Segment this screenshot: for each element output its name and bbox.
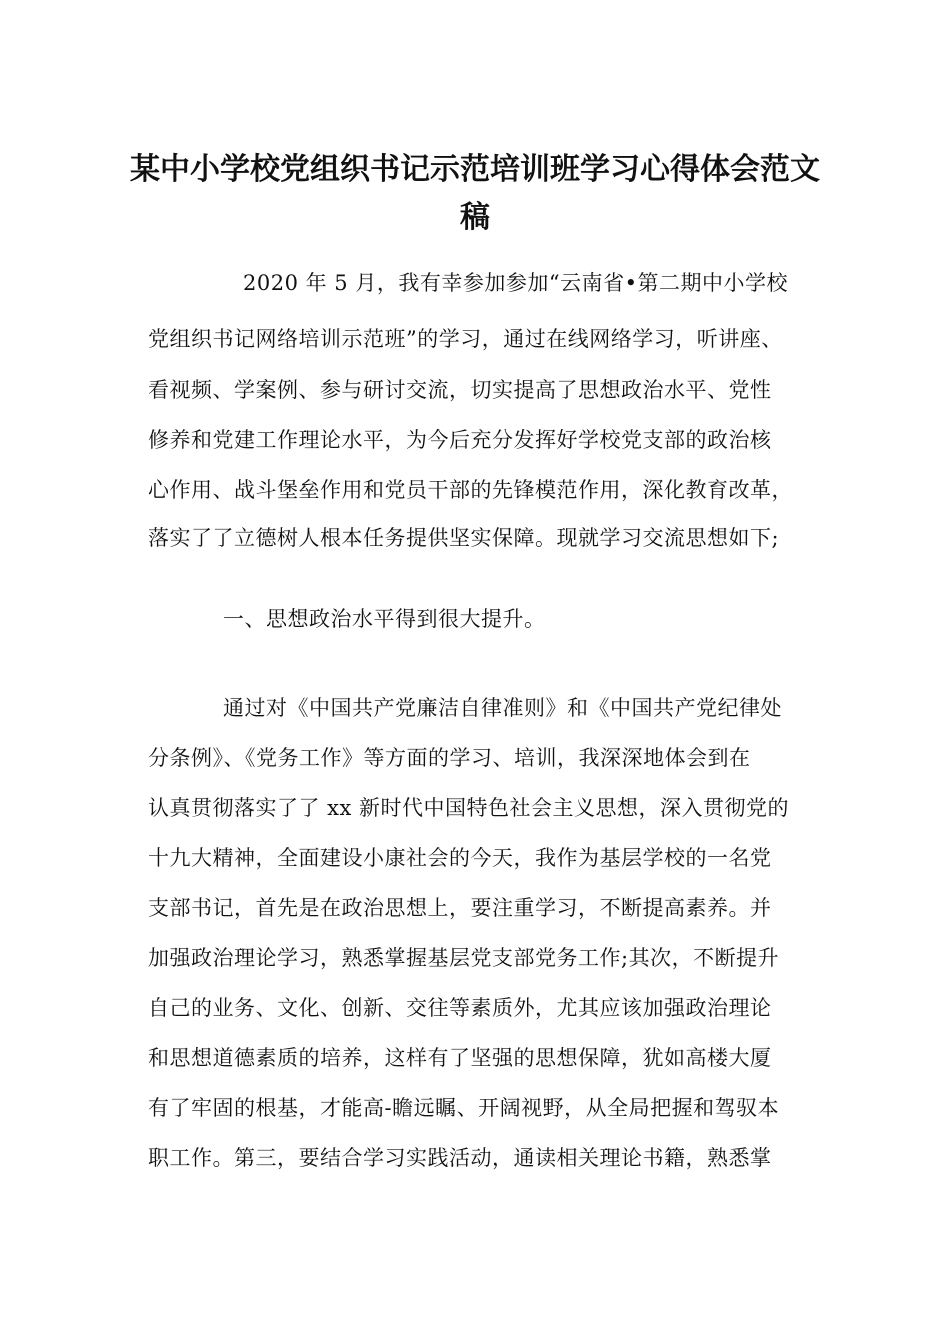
section-line-6: 加强政治理论学习，熟悉掌握基层党支部党务工作;其次，不断提升 bbox=[148, 946, 780, 970]
section-line-2: 分条例》、《党务工作》等方面的学习、培训，我深深地体会到在 bbox=[148, 746, 751, 770]
intro-line-6: 落实了了立德树人根本任务提供坚实保障。现就学习交流思想如下; bbox=[148, 526, 780, 550]
section-heading: 一、思想政治水平得到很大提升。 bbox=[223, 607, 546, 631]
section-line-1: 通过对《中国共产党廉洁自律准则》和《中国共产党纪律处 bbox=[223, 696, 782, 720]
intro-line-4: 修养和党建工作理论水平，为今后充分发挥好学校党支部的政治核 bbox=[148, 428, 772, 452]
intro-line-1: 2020 年 5 月，我有幸参加参加“云南省•第二期中小学校 bbox=[243, 271, 788, 295]
intro-line-5: 心作用、战斗堡垒作用和党员干部的先锋模范作用，深化教育改革， bbox=[148, 478, 793, 502]
section-line-4: 十九大精神，全面建设小康社会的今天，我作为基层学校的一名党 bbox=[148, 846, 772, 870]
section-line-5: 支部书记，首先是在政治思想上，要注重学习，不断提高素养。并 bbox=[148, 896, 772, 920]
intro-line-3: 看视频、学案例、参与研讨交流，切实提高了思想政治水平、党性 bbox=[148, 378, 772, 402]
intro-line-2: 党组织书记网络培训示范班”的学习，通过在线网络学习，听讲座、 bbox=[148, 327, 783, 351]
section-line-3: 认真贯彻落实了了 xx 新时代中国特色社会主义思想，深入贯彻党的 bbox=[148, 796, 790, 820]
section-line-10: 职工作。第三，要结合学习实践活动，通读相关理论书籍，熟悉掌 bbox=[148, 1146, 772, 1170]
section-line-9: 有了牢固的根基，才能高-瞻远瞩、开阔视野，从全局把握和驾驭本 bbox=[148, 1096, 780, 1120]
section-line-8: 和思想道德素质的培养，这样有了坚强的思想保障，犹如高楼大厦 bbox=[148, 1046, 772, 1070]
section-line-7: 自己的业务、文化、创新、交往等素质外，尤其应该加强政治理论 bbox=[148, 996, 772, 1020]
document-title-line-2: 稿 bbox=[460, 200, 490, 235]
document-title-line-1: 某中小学校党组织书记示范培训班学习心得体会范文 bbox=[130, 152, 820, 187]
